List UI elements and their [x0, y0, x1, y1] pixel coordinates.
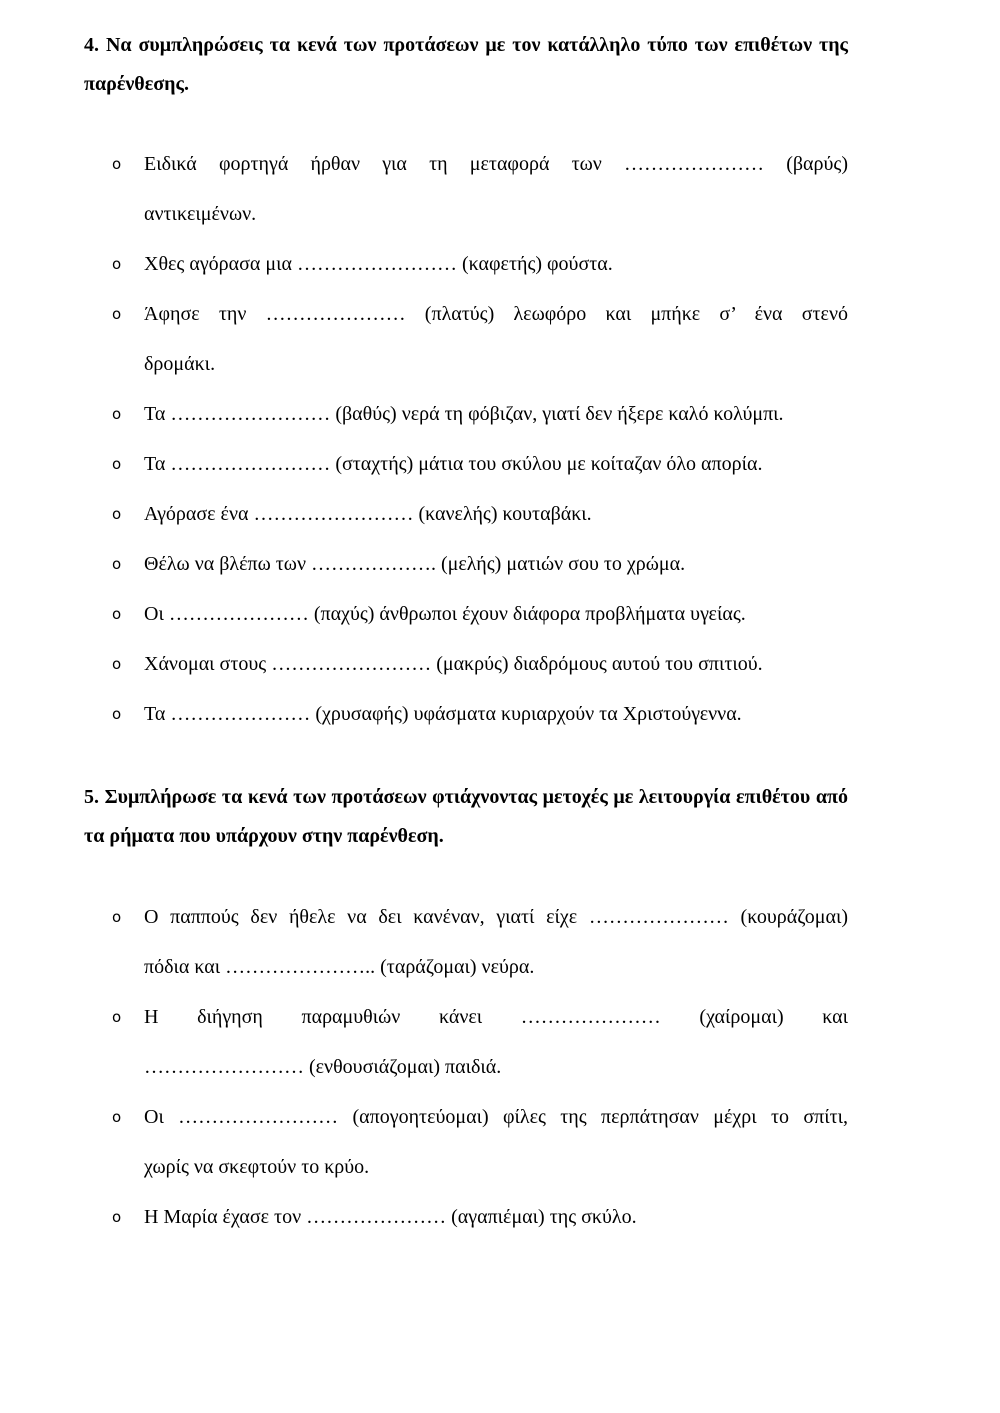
list-item	[0, 139, 848, 239]
item-line-2: πόδια και ………………….. (ταράζομαι) νεύρα.	[144, 956, 535, 978]
bullet-icon: o	[112, 908, 122, 926]
exercise-4-list	[0, 139, 1000, 739]
exercise-5-heading: 5. Συμπλήρωσε τα κενά των προτάσεων φτιάχνοντας μετοχές με λειτουργία επιθέτου από τα ρήματα που υπάρχουν στην παρένθεση.	[84, 786, 848, 847]
bullet-icon: o	[112, 1108, 122, 1126]
bullet-icon: o	[112, 605, 122, 623]
list-item	[0, 639, 848, 689]
bullet-icon: o	[112, 655, 122, 673]
item-line-2: …………………… (ενθουσιάζομαι) παιδιά.	[144, 1056, 502, 1078]
item-line-1: Ο παππούς δεν ήθελε να δει κανέναν, γιατί είχε ………………… (κουράζομαι)	[144, 906, 848, 928]
item-line-1: Χάνομαι στους …………………… (μακρύς) διαδρόμους αυτού του σπιτιού.	[144, 653, 763, 675]
list-item	[0, 992, 848, 1092]
list-item	[0, 539, 848, 589]
item-line-1: Τα …………………… (σταχτής) μάτια του σκύλου με κοίταζαν όλο απορία.	[144, 453, 763, 475]
item-line-1: Αγόρασε ένα …………………… (κανελής) κουταβάκι.	[144, 503, 592, 525]
item-line-2: δρομάκι.	[144, 353, 216, 375]
item-line-1: Η διήγηση παραμυθιών κάνει ………………… (χαίρομαι) και	[144, 1006, 848, 1028]
list-item	[0, 389, 848, 439]
item-line-1: Άφησε την ………………… (πλατύς) λεωφόρο και μπήκε σ’ ένα στενό	[144, 303, 848, 325]
item-line-1: Τα ………………… (χρυσαφής) υφάσματα κυριαρχούν τα Χριστούγεννα.	[144, 703, 742, 725]
bullet-icon: o	[112, 705, 122, 723]
list-item	[0, 892, 848, 992]
item-line-1: Ειδικά φορτηγά ήρθαν για τη μεταφορά των ………………… (βαρύς)	[144, 153, 848, 175]
item-line-2: χωρίς να σκεφτούν το κρύο.	[144, 1156, 370, 1178]
item-line-1: Οι …………………… (απογοητεύομαι) φίλες της περπάτησαν μέχρι το σπίτι,	[144, 1106, 848, 1128]
bullet-icon: o	[112, 1008, 122, 1026]
item-line-1: Οι ………………… (παχύς) άνθρωποι έχουν διάφορα προβλήματα υγείας.	[144, 603, 746, 625]
list-item	[0, 439, 848, 489]
bullet-icon: o	[112, 555, 122, 573]
bullet-icon: o	[112, 155, 122, 173]
list-item	[0, 589, 848, 639]
bullet-icon: o	[112, 405, 122, 423]
bullet-icon: o	[112, 455, 122, 473]
list-item	[0, 289, 848, 389]
list-item	[0, 689, 848, 739]
bullet-icon: o	[112, 305, 122, 323]
item-line-1: Θέλω να βλέπω των ………………. (μελής) ματιών σου το χρώμα.	[144, 553, 686, 575]
bullet-icon: o	[112, 1208, 122, 1226]
exercise-5-list	[0, 892, 1000, 1242]
list-item	[0, 239, 848, 289]
list-item	[0, 489, 848, 539]
item-line-1: Χθες αγόρασα μια …………………… (καφετής) φούστα.	[144, 253, 613, 275]
exercise-4-heading: 4. Να συμπληρώσεις τα κενά των προτάσεων με τον κατάλληλο τύπο των επιθέτων της παρένθεσης.	[84, 34, 848, 95]
bullet-icon: o	[112, 505, 122, 523]
item-line-1: Τα …………………… (βαθύς) νερά τη φόβιζαν, γιατί δεν ήξερε καλό κολύμπι.	[144, 403, 784, 425]
list-item	[0, 1092, 848, 1192]
bullet-icon: o	[112, 255, 122, 273]
list-item	[0, 1192, 848, 1242]
item-line-2: αντικειμένων.	[144, 203, 257, 225]
item-line-1: Η Μαρία έχασε τον ………………… (αγαπιέμαι) της σκύλο.	[144, 1206, 637, 1228]
